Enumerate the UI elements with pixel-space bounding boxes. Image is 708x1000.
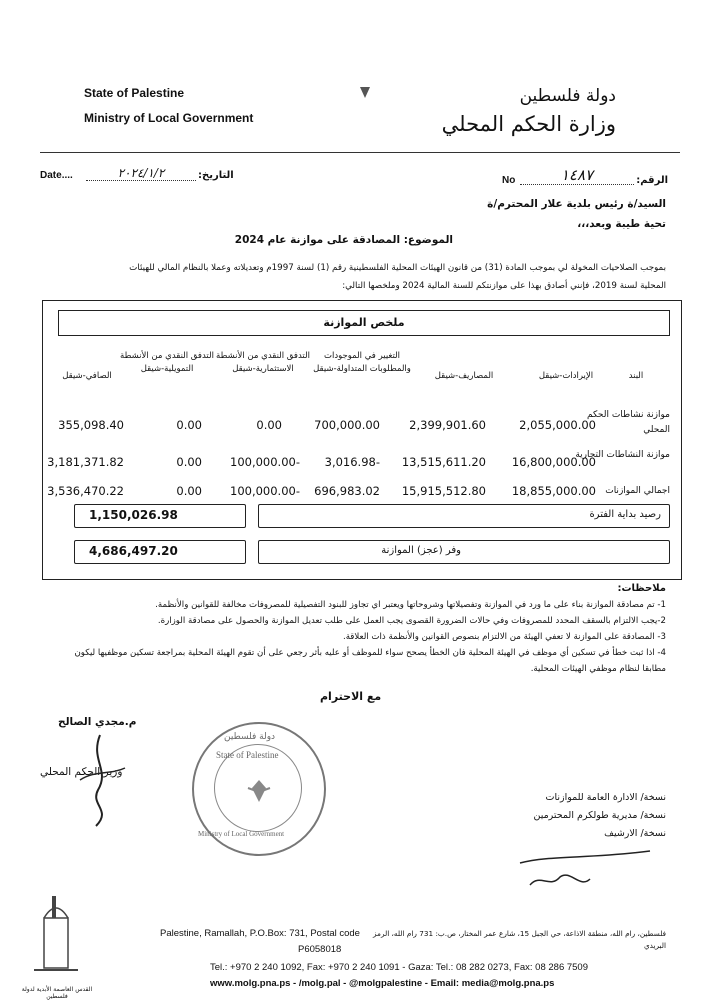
surplus-label: وفر (عجز) الموازنة [381, 545, 461, 556]
footer-address-en: Palestine, Ramallah, P.O.Box: 731, Postal code [160, 928, 360, 939]
col-header-financing: التدفق النقدي من الأنشطة التمويلية-شيقل [120, 351, 214, 374]
recipient: السيد/ة رئيس بلدية علار المحترم/ة [487, 198, 666, 210]
surplus-value: 4,686,497.20 [89, 544, 178, 558]
note-4b: مطابقا لنظام موظفي الهيئات المحلية. [530, 664, 666, 674]
seal-text-3: دولة فلسطين [224, 732, 276, 742]
row1-expenses: 2,399,901.60 [409, 418, 486, 432]
signer-name: م.مجدي الصالح [58, 716, 137, 728]
surplus-value-box [74, 540, 246, 564]
header-en-state: State of Palestine [84, 86, 185, 100]
no-label-en: No [502, 175, 516, 186]
header-ar-state: دولة فلسطين [519, 86, 616, 106]
row3-revenue: 18,855,000.00 [511, 484, 596, 498]
budget-summary-frame [42, 300, 682, 580]
footer-tel: Tel.: +970 2 240 1092, Fax: +970 2 240 1091 - Gaza: Tel.: 08 282 0273, Fax: 08 286 7509 [210, 962, 588, 973]
opening-balance-label-box [258, 504, 670, 528]
date-label-ar: التاريخ: [198, 170, 234, 181]
body-line-2: المحلية لسنة 2019، فإنني أصادق بهذا على موازنتكم للسنة المالية 2024 وملخصها التالي: [342, 281, 666, 291]
row-item-total: اجمالي الموازنات [605, 486, 670, 496]
official-seal [192, 722, 326, 856]
col-header-investing: التدفق النقدي من الأنشطة الاستثمارية-شيقل [216, 351, 310, 374]
row3-financing: 0.00 [176, 484, 202, 498]
body-line-1: بموجب الصلاحيات المخولة لي بموجب المادة (31) من قانون الهيئات المحلية الفلسطينية رقم (1) لسنة 1997م وتعديلاته وعملا بالنظام المالي للهيئات [129, 263, 666, 273]
row1-net: 355,098.40 [58, 418, 124, 432]
note-1: 1- تم مصادقة الموازنة بناء على ما ورد في الموازنة وتفصيلاتها وشروحاتها ويعتبر اي تجاوز للبنود التفصيلية للمصروفات مخالفة للقوانين والأنظمة. [155, 600, 666, 610]
row3-net: 3,536,470.22 [47, 484, 124, 498]
copy-1: نسخة/ الادارة العامة للموازنات [545, 792, 666, 803]
footer-postal-code: P6058018 [298, 944, 342, 955]
row-item-local-gov: موازنة نشاطات الحكم المحلي [586, 410, 670, 435]
notes-title: ملاحظات: [617, 583, 666, 594]
copy-2: نسخة/ مديرية طولكرم المحترمين [533, 810, 666, 821]
footer-web: www.molg.pna.ps - /molg.pal - @molgpalestine - Email: media@molg.pna.ps [210, 978, 555, 989]
row-item-commercial: موازنة النشاطات التجارية [575, 450, 670, 460]
note-4a: 4- اذا ثبت خطأ في تسكين أي موظف في الهيئة المحلية فان الخطأ يصحح سواء للموظف أو عليه بأثر رجعي على أن تقوم الهيئة المحلية بمراجعة تسكين موظفيها ليكون [74, 648, 666, 658]
row2-change: 3,016.98- [324, 455, 380, 469]
header-divider [40, 152, 680, 153]
header-ar-ministry: وزارة الحكم المحلي [441, 112, 616, 136]
col-header-expenses: المصاريف-شيقل [434, 371, 494, 381]
col-header-item: البند [628, 371, 644, 381]
note-3: 3- المصادقة على الموازنة لا تعفي الهيئة من الالتزام بنصوص القوانين والأنظمة ذات العلاقة. [342, 632, 666, 642]
copy-3: نسخة/ الارشيف [604, 828, 666, 839]
col-header-net: الصافي-شيقل [62, 371, 112, 381]
row2-investing: 100,000.00- [230, 455, 300, 469]
date-value: ٢٠٢٤/١/٢ [86, 166, 196, 181]
opening-balance-value-box [74, 504, 246, 528]
greeting: تحية طيبة وبعد،،، [577, 218, 666, 230]
header-en-ministry: Ministry of Local Government [84, 111, 254, 125]
date-label-en: Date.... [40, 170, 73, 181]
col-header-change: التغيير في الموجودات والمطلوبات المتداولة-شيقل [313, 351, 411, 374]
budget-summary-title: ملخص الموازنة [58, 310, 670, 336]
seal-text-1: State of Palestine [216, 750, 279, 760]
logo-caption: القدس العاصمة الأبدية لدولة فلسطين [21, 986, 93, 1000]
row3-investing: 100,000.00- [230, 484, 300, 498]
surplus-label-box [258, 540, 670, 564]
row1-financing: 0.00 [176, 418, 202, 432]
seal-text-2: Ministry of Local Government [198, 830, 285, 838]
row2-net: 3,181,371.82 [47, 455, 124, 469]
signer-title: وزير الحكم المحلي [40, 766, 123, 778]
footer-address-ar: فلسطين، رام الله، منطقة الاذاعة، حي الجبل 15، شارع عمر المختار، ص.ب: 731 رام الله، الرمز البريدي [373, 929, 666, 950]
eagle-emblem-icon [246, 778, 272, 804]
opening-balance-label: رصيد بداية الفترة [589, 509, 661, 520]
signature-icon [70, 730, 130, 830]
ministry-emblem-icon [358, 84, 372, 98]
row2-expenses: 13,515,611.20 [401, 455, 486, 469]
row2-revenue: 16,800,000.00 [511, 455, 596, 469]
row2-financing: 0.00 [176, 455, 202, 469]
row1-revenue: 2,055,000.00 [519, 418, 596, 432]
note-2: 2-يجب الالتزام بالسقف المحدد للمصروفات وفي حالات الضرورة القصوى يجب العمل على طلب تعديل الموازنة والحصول على مصادقة الوزارة. [157, 616, 666, 626]
row1-change: 700,000.00 [314, 418, 380, 432]
subject: الموضوع: المصادقة على موازنة عام 2024 [234, 234, 453, 246]
col-header-revenue: الإيرادات-شيقل [538, 371, 594, 381]
row3-expenses: 15,915,512.80 [401, 484, 486, 498]
opening-balance-value: 1,150,026.98 [89, 508, 178, 522]
initials-signature-icon [510, 845, 660, 895]
row1-investing: 0.00 [256, 418, 282, 432]
jerusalem-logo-icon [26, 888, 86, 988]
no-value: ١٤٨٧ [520, 166, 634, 185]
no-label-ar: الرقم: [636, 175, 668, 186]
row3-change: 696,983.02 [314, 484, 380, 498]
regards: مع الاحترام [320, 690, 382, 703]
